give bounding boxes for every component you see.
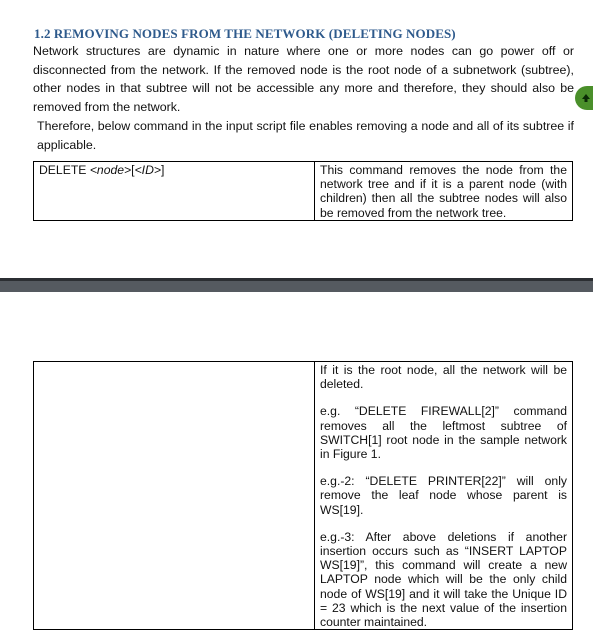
command-syntax-cell (34, 162, 315, 221)
intro-paragraph: Network structures are dynamic in nature where one or more nodes can go power off or disconnected from the network. If the removed node is the root node of a subnetwork (subtree), other nodes in that subtree will not be accessible any more and therefore, they should also be removed from the network. (33, 44, 574, 114)
delete-command-table (33, 161, 573, 221)
empty-left-cell (34, 362, 315, 630)
command-bracket-close: ] (161, 163, 165, 177)
document-page-top (0, 0, 593, 278)
command-keyword: DELETE (39, 163, 90, 177)
page-separator (0, 278, 593, 292)
example-2: e.g.-2: “DELETE PRINTER[22]” will only remove the leaf node whose parent is WS[19]. (320, 474, 567, 517)
example-3: e.g.-3: After above deletions if another insertion occurs such as “INSERT LAPTOP WS[19]”, this command will create a new LAPTOP node which will be the only child node of WS[19] and it will take the Unique ID = 23 which is the next value of the insertion counter maintained. (320, 529, 567, 630)
example-1: e.g. “DELETE FIREWALL[2]” command removes all the leftmost subtree of SWITCH[1] root node in the sample network in Figure 1. (320, 404, 567, 462)
table-row (34, 162, 573, 221)
command-description-cell: This command removes the node from the network tree and if it is a parent node (with children) then all the subtree nodes will also be removed from the network tree. (315, 162, 573, 221)
section-heading: 1.2 REMOVING NODES FROM THE NETWORK (DELETING NODES) (34, 26, 456, 41)
command-id-param: <ID> (134, 163, 161, 177)
command-bracket-open: [ (131, 163, 135, 177)
command-node-param: <node> (89, 163, 132, 177)
table-row (34, 362, 573, 630)
delete-examples-table (33, 361, 573, 630)
root-node-note: If it is the root node, all the network will be deleted. (320, 363, 567, 392)
scroll-to-top-button[interactable] (575, 86, 593, 110)
command-intro-paragraph: Therefore, below command in the input script file enables removing a node and all of its subtree if applicable. (37, 119, 574, 152)
examples-cell (315, 362, 573, 630)
arrow-up-icon (580, 92, 592, 104)
